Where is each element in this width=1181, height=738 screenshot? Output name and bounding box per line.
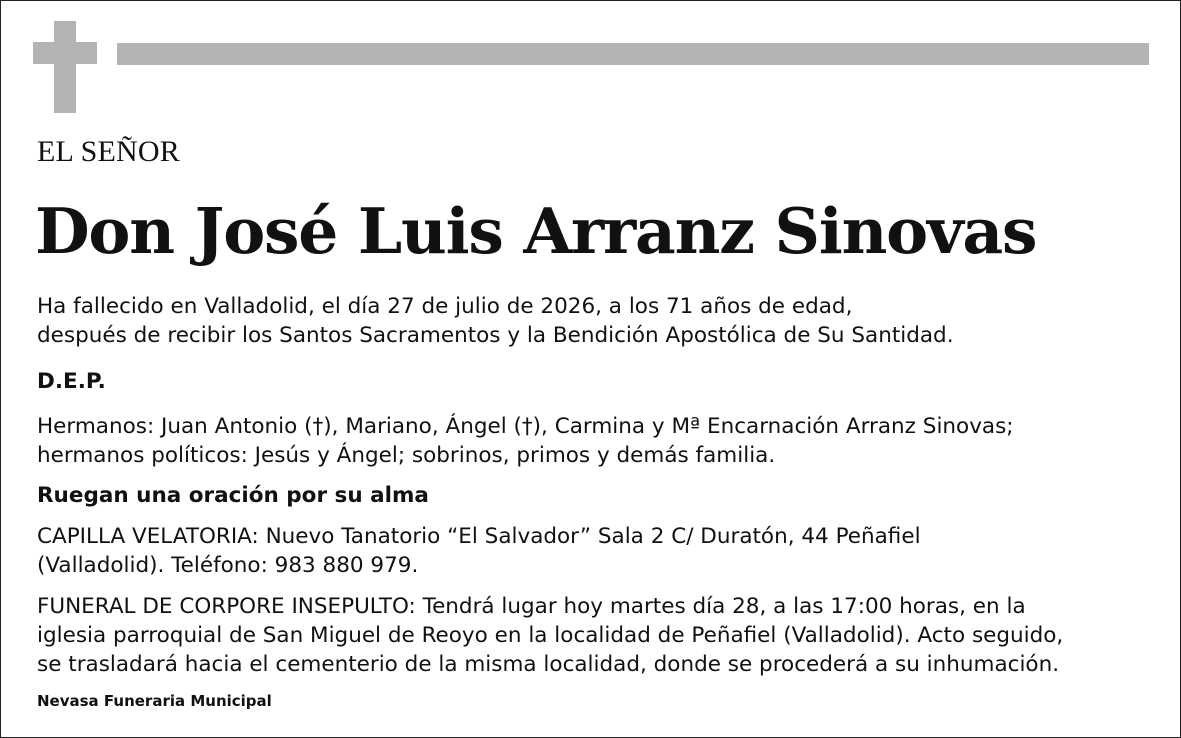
funeral-line: iglesia parroquial de San Miguel de Reoyo en la localidad de Peñafiel (Valladolid). Acto seguido, [37, 623, 1064, 648]
announcement-line: después de recibir los Santos Sacramentos y la Bendición Apostólica de Su Santidad. [37, 323, 954, 348]
dep-label: D.E.P. [37, 369, 106, 394]
funeral-home-name: Nevasa Funeraria Municipal [37, 692, 272, 710]
chapel-line: (Valladolid). Teléfono: 983 880 979. [37, 553, 419, 578]
deceased-name: Don José Luis Arranz Sinovas [35, 194, 1037, 268]
cross-vertical-bar [54, 21, 76, 113]
family-line: hermanos políticos: Jesús y Ángel; sobrinos, primos y demás familia. [37, 443, 776, 468]
cross-icon [33, 21, 97, 113]
family-line: Hermanos: Juan Antonio (†), Mariano, Ángel (†), Carmina y Mª Encarnación Arranz Sinovas; [37, 414, 1014, 439]
chapel-line: CAPILLA VELATORIA: Nuevo Tanatorio “El Salvador” Sala 2 C/ Duratón, 44 Peñafiel [37, 524, 921, 549]
prayer-request: Ruegan una oración por su alma [37, 483, 429, 508]
funeral-line: se trasladará hacia el cementerio de la misma localidad, donde se procederá a su inhumación. [37, 652, 1060, 677]
cross-horizontal-bar [33, 42, 97, 64]
header-rule [117, 43, 1149, 65]
title-prefix: EL SEÑOR [37, 135, 180, 168]
announcement-line: Ha fallecido en Valladolid, el día 27 de julio de 2026, a los 71 años de edad, [37, 294, 853, 319]
funeral-line: FUNERAL DE CORPORE INSEPULTO: Tendrá lugar hoy martes día 28, a las 17:00 horas, en la [37, 594, 1026, 619]
